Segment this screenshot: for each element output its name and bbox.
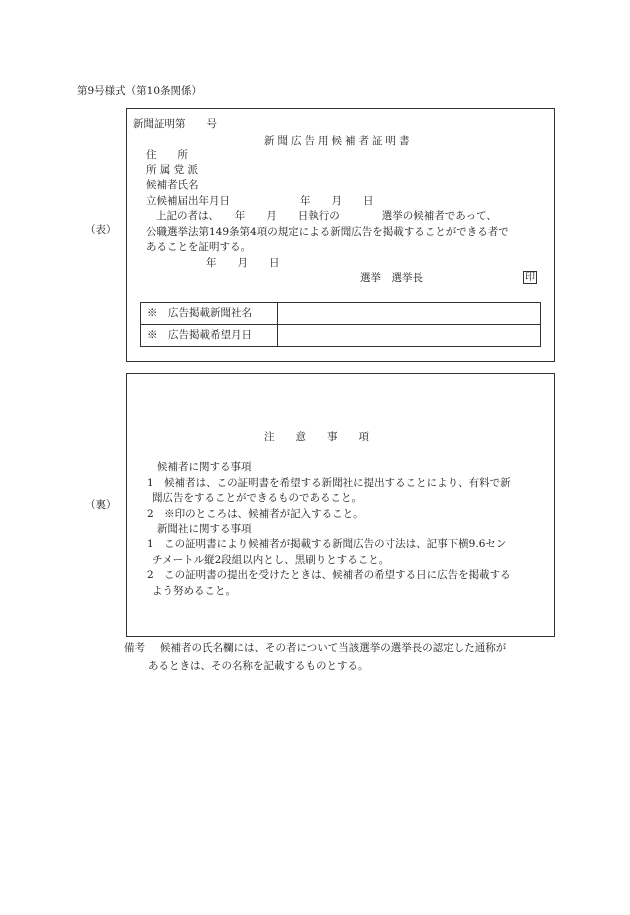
note-line-3: 聞広告をすることができるものであること。 [152, 492, 362, 504]
publish-date-label: ※ 広告掲載希望月日 [141, 325, 278, 347]
note-line-2: 1 候補者は、この証明書を希望する新聞社に提出することにより、有料で新 [147, 477, 511, 489]
back-side-label: （裏） [85, 499, 117, 511]
field-filing-date-label: 立候補届出年月日 [146, 195, 230, 207]
field-filing-date-value: 年 月 日 [300, 195, 374, 207]
body-line-3: あることを証明する。 [146, 241, 251, 253]
field-candidate-name-label: 候補者氏名 [146, 179, 199, 191]
note-line-1: 候補者に関する事項 [157, 461, 252, 473]
front-side-label: （表） [85, 224, 117, 236]
remarks-line-2: あるときは、その名称を記載するものとする。 [148, 660, 369, 672]
certificate-number: 新聞証明第 号 [133, 118, 217, 130]
publish-date-field[interactable] [278, 325, 541, 347]
body-line-2: 公職選挙法第149条第4項の規定による新聞広告を掲載することができる者で [146, 226, 509, 238]
note-line-4: 2 ※印のところは、候補者が記入すること。 [147, 508, 364, 520]
table-row [141, 303, 541, 325]
certification-date: 年 月 日 [206, 257, 280, 269]
note-line-6: 1 この証明書により候補者が掲載する新聞広告の寸法は、記事下横9.6セン [147, 538, 507, 550]
seal-text: 印 [525, 272, 535, 283]
remarks-line-1: 候補者の氏名欄には、その者について当該選挙の選挙長の認定した通称が [160, 642, 507, 654]
remarks-label: 備考 [124, 642, 145, 654]
body-line-1: 上記の者は、 年 月 日執行の 選挙の候補者であって、 [156, 210, 497, 222]
election-chief-signer: 選挙 選挙長 [360, 272, 423, 284]
field-party-label: 所 属 党 派 [146, 164, 199, 176]
note-line-9: よう努めること。 [152, 585, 236, 597]
table-row [141, 325, 541, 347]
note-line-8: 2 この証明書の提出を受けたときは、候補者の希望する日に広告を掲載する [147, 569, 511, 581]
form-title: 第9号様式（第10条関係） [77, 85, 203, 97]
advertisement-table [140, 302, 541, 347]
note-line-7: チメートル縦2段組以内とし、黒刷りとすること。 [152, 554, 390, 566]
newspaper-name-field[interactable] [278, 303, 541, 325]
newspaper-name-label: ※ 広告掲載新聞社名 [141, 303, 278, 325]
certificate-title: 新聞広告用候補者証明書 [264, 135, 413, 147]
note-line-5: 新聞社に関する事項 [157, 523, 252, 535]
back-notes-box [126, 373, 555, 637]
seal-mark [523, 272, 537, 283]
field-address-label: 住 所 [146, 149, 188, 161]
notes-title: 注 意 事 項 [264, 431, 369, 443]
